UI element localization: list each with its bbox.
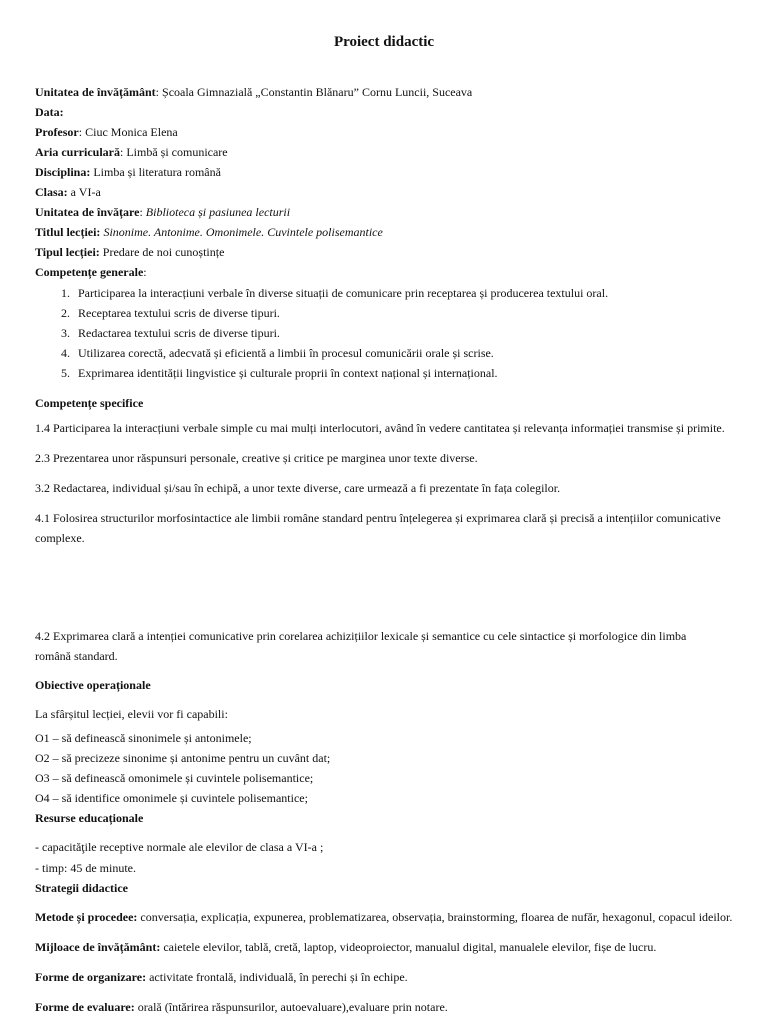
field-label: Tipul lecției: [35,245,100,259]
field-label: Unitatea de învățare [35,205,140,219]
competente-generale-heading [35,265,147,280]
field-sep: : [155,85,163,99]
obiectiv-o4: O4 – să identifice omonimele și cuvintele polisemantice; [35,791,308,805]
list-item [35,346,494,361]
list-item [35,286,608,301]
field-sep: : [143,265,147,279]
competenta-3-2: 3.2 Redactarea, individual și/sau în echipă, a unor texte diverse, care urmează a fi prezentate în fața colegilor. [35,481,561,495]
list-text: Receptarea textului scris de diverse tipuri. [78,306,280,320]
field-sep: : [119,145,127,159]
field-disciplina [35,165,221,180]
field-value: orală (întărirea răspunsurilor, autoevaluare),evaluare prin notare. [134,1000,448,1014]
field-clasa [35,185,101,200]
list-number: 1. [61,286,70,300]
list-text: Redactarea textului scris de diverse tipuri. [78,326,280,340]
field-profesor [35,125,178,140]
competente-specifice-heading: Competențe specifice [35,396,144,410]
field-label: Clasa: [35,185,68,199]
field-value: Școala Gimnazială „Constantin Blănaru” Cornu Luncii, Suceava [162,85,473,99]
strategii-heading: Strategii didactice [35,881,128,895]
field-data [35,105,64,120]
field-label: Forme de evaluare: [35,1000,135,1014]
field-value: conversația, explicația, expunerea, problematizarea, observația, brainstorming, floarea de nufăr, hexagonul, copacul ideilor. [137,910,733,924]
field-value: Limba și literatura română [90,165,221,179]
field-value: a VI-a [67,185,101,199]
field-label: Unitatea de învățământ [35,85,156,99]
competenta-4-2: 4.2 Exprimarea clară a intenției comunicative prin corelarea achizițiilor lexicale și semantice cu cele sintactice și morfologice din limba română standard. [35,629,687,663]
list-number: 4. [61,346,70,360]
field-value: Sinonime. Antonime. Omonimele. Cuvintele polisemantice [100,225,383,239]
strategii-forme-organizare [35,970,408,985]
field-label: Mijloace de învățământ: [35,940,161,954]
field-label: Competențe generale [35,265,144,279]
field-aria [35,145,228,160]
field-label: Titlul lecției: [35,225,101,239]
list-number: 5. [61,366,70,380]
list-number: 2. [61,306,70,320]
list-number: 3. [61,326,70,340]
list-item [35,306,280,321]
competenta-4-1: 4.1 Folosirea structurilor morfosintactice ale limbii române standard pentru înțelegerea și exprimarea clară și precisă a intențiilor comunicative complexe. [35,511,721,545]
list-text: Participarea la interacțiuni verbale în diverse situații de comunicare prin receptarea și producerea textului oral. [78,286,609,300]
field-titlul [35,225,383,240]
obiectiv-o1: O1 – să definească sinonimele și antonimele; [35,731,252,745]
field-unitate-invatare [35,205,290,220]
field-value: Ciuc Monica Elena [85,125,178,139]
competenta-2-3: 2.3 Prezentarea unor răspunsuri personale, creative și critice pe marginea unor texte diverse. [35,451,478,465]
resursa-1: - capacităţile receptive normale ale elevilor de clasa a VI-a ; [35,840,324,854]
obiectiv-o3: O3 – să definească omonimele și cuvintele polisemantice; [35,771,314,785]
field-value: caietele elevilor, tablă, cretă, laptop, videoproiector, manualul digital, manualele elevilor, fișe de lucru. [160,940,657,954]
field-value: Predare de noi cunoștințe [99,245,225,259]
field-value: Limbă și comunicare [126,145,228,159]
strategii-mijloace [35,940,656,955]
field-sep: : [78,125,86,139]
strategii-metode [35,910,732,925]
obiectiv-o2: O2 – să precizeze sinonime și antonime pentru un cuvânt dat; [35,751,331,765]
field-label: Aria curriculară [35,145,120,159]
obiective-heading: Obiective operaționale [35,678,151,692]
field-unitate [35,85,472,100]
field-label: Metode și procedee: [35,910,138,924]
resursa-2: - timp: 45 de minute. [35,861,136,875]
list-text: Utilizarea corectă, adecvată și eficientă a limbii în procesul comunicării orale și scrise. [78,346,494,360]
field-label: Data: [35,105,64,119]
field-tipul [35,245,224,260]
list-text: Exprimarea identității lingvistice și culturale proprii în context național și internațional. [78,366,498,380]
list-item [35,366,498,381]
field-sep: : [139,205,146,219]
competenta-1-4: 1.4 Participarea la interacțiuni verbale simple cu mai mulți interlocutori, având în vedere cantitatea și relevanța informației transmise și primite. [35,421,725,435]
field-value: activitate frontală, individuală, în perechi și în echipe. [146,970,408,984]
document-title: Proiect didactic [333,34,435,50]
field-label: Disciplina: [35,165,91,179]
field-label: Profesor [35,125,79,139]
strategii-forme-evaluare [35,1000,448,1015]
list-item [35,326,280,341]
obiective-intro: La sfârșitul lecției, elevii vor fi capabili: [35,707,228,721]
resurse-heading: Resurse educaționale [35,811,144,825]
field-label: Forme de organizare: [35,970,147,984]
field-value: Biblioteca și pasiunea lecturii [145,205,291,219]
